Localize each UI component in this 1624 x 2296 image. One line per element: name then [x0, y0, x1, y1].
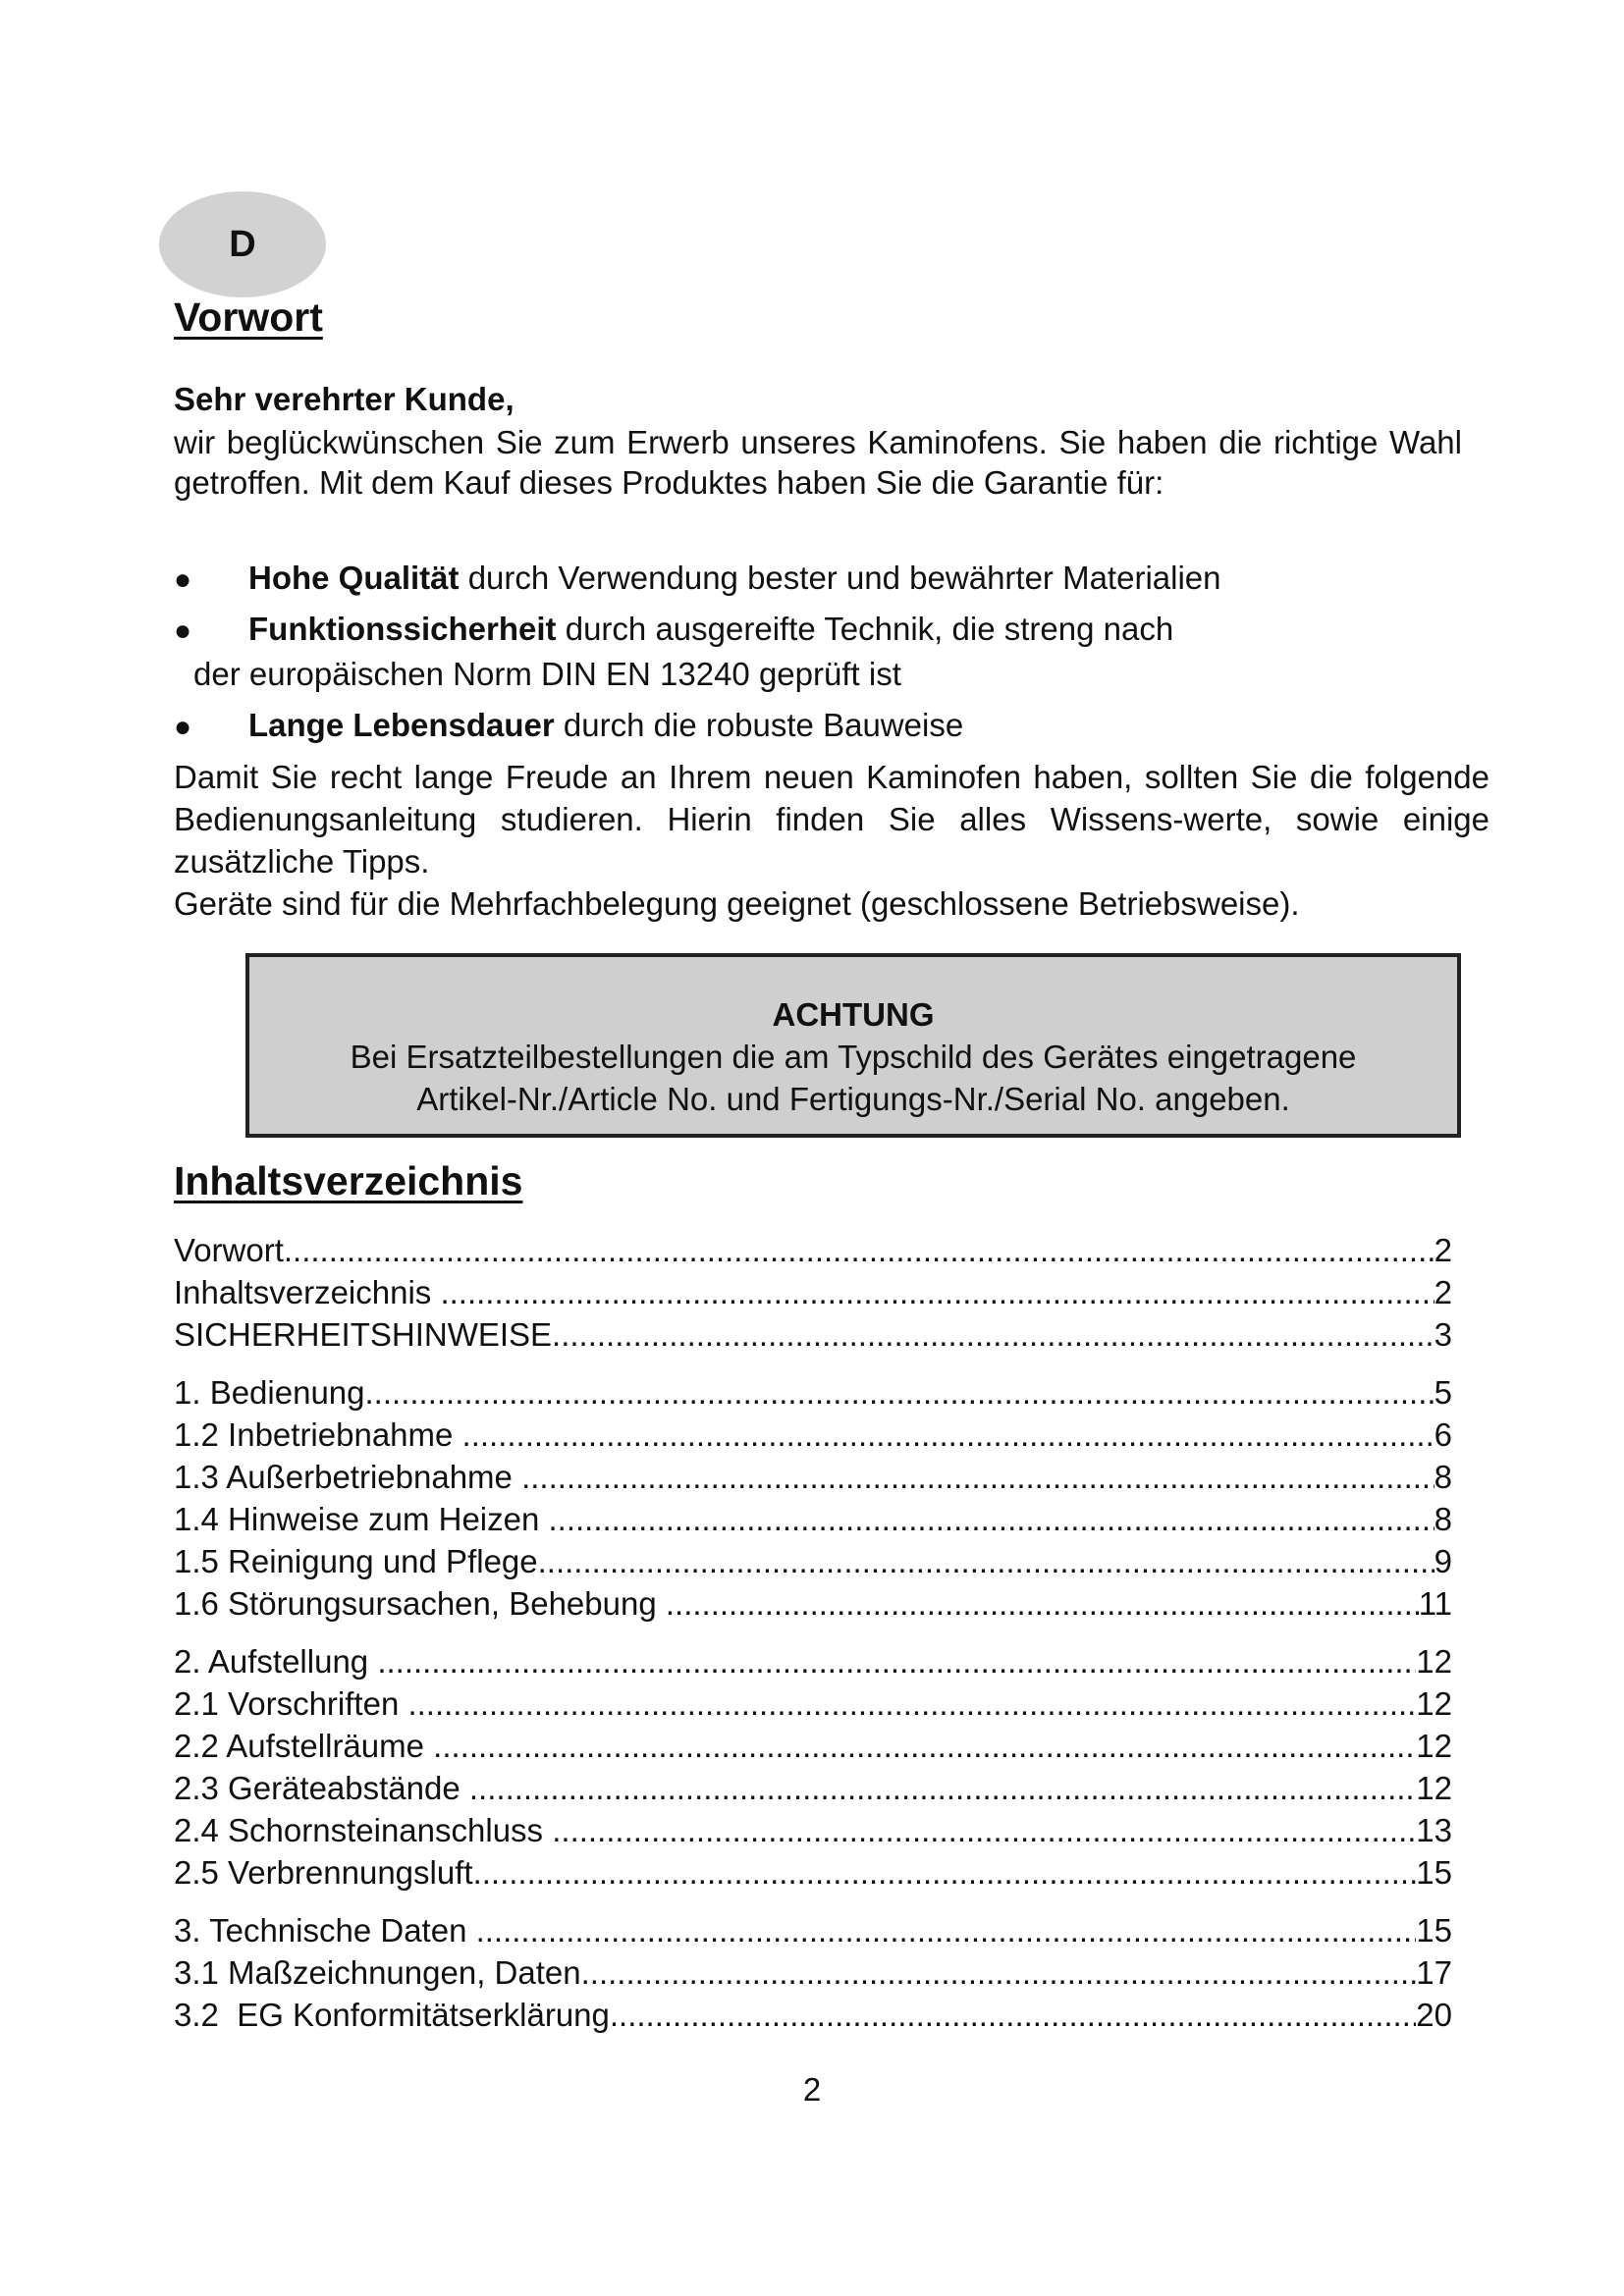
toc-page: 11 — [1418, 1585, 1452, 1622]
toc-label: Inhaltsverzeichnis — [174, 1274, 441, 1310]
toc-entry — [174, 1313, 1452, 1356]
toc-leader — [538, 1540, 1435, 1582]
toc-label: Vorwort — [174, 1232, 284, 1268]
toc-page: 12 — [1416, 1770, 1452, 1806]
bullet-bold: Hohe Qualität — [248, 560, 460, 596]
bullet-text: durch ausgereifte Technik, die streng nach — [556, 611, 1174, 647]
language-badge — [159, 191, 326, 297]
bullet-bold: Funktionssicherheit — [248, 611, 557, 647]
toc-label: 2.2 Aufstellräume — [174, 1728, 434, 1764]
toc-entry — [174, 1371, 1452, 1414]
toc-label: 1.3 Außerbetriebnahme — [174, 1459, 522, 1495]
toc-entry — [174, 1540, 1452, 1582]
toc-leader — [377, 1640, 1416, 1682]
toc-leader — [469, 1767, 1416, 1809]
toc-leader — [473, 1851, 1417, 1894]
toc-entry — [174, 1767, 1452, 1809]
toc-entry — [174, 1456, 1452, 1498]
toc-leader — [365, 1371, 1435, 1414]
closing-paragraph: Damit Sie recht lange Freude an Ihrem neuen Kaminofen haben, sollten Sie die folgende Bedienungsanleitung studieren. Hierin finden Sie alles Wissens-werte, sowie einige zusätzliche Tipps. — [174, 759, 1489, 880]
toc-leader — [462, 1414, 1435, 1456]
toc-label: 2. Aufstellung — [174, 1643, 378, 1680]
bullet-icon: ● — [174, 614, 192, 647]
toc-label: 1.4 Hinweise zum Heizen — [174, 1501, 549, 1537]
toc-leader — [407, 1682, 1416, 1725]
toc-leader — [476, 1909, 1417, 1951]
foreword-heading: Vorwort — [174, 294, 323, 340]
bullet-bold: Lange Lebensdauer — [248, 707, 555, 743]
toc-page: 12 — [1416, 1643, 1452, 1680]
toc-leader — [433, 1725, 1416, 1767]
intro-paragraph: wir beglückwünschen Sie zum Erwerb unseres Kaminofens. Sie haben die richtige Wahl getroffen. Mit dem Kauf dieses Produktes haben Sie die Garantie für: — [174, 424, 1462, 501]
bullet-item — [174, 705, 963, 747]
toc-entry — [174, 1851, 1452, 1894]
bullet-icon: ● — [174, 563, 192, 596]
multi-use-note: Geräte sind für die Mehrfachbelegung geeignet (geschlossene Betriebsweise). — [174, 885, 1300, 922]
toc-entry — [174, 1725, 1452, 1767]
toc-label: 1.5 Reinigung und Pflege — [174, 1543, 538, 1579]
warning-box — [245, 953, 1461, 1138]
toc-label: 2.4 Schornsteinanschluss — [174, 1812, 553, 1848]
toc-page: 13 — [1416, 1812, 1452, 1848]
toc-entry — [174, 1271, 1452, 1313]
toc-page: 17 — [1416, 1954, 1452, 1991]
toc-entry — [174, 1498, 1452, 1540]
toc-page: 8 — [1434, 1501, 1452, 1537]
bullet-continuation: der europäischen Norm DIN EN 13240 geprüft ist — [193, 656, 901, 692]
greeting: Sehr verehrter Kunde, — [174, 381, 514, 417]
toc-leader — [552, 1313, 1435, 1356]
toc-entry — [174, 1640, 1452, 1682]
toc-entry — [174, 1994, 1452, 2036]
toc-page: 9 — [1434, 1543, 1452, 1579]
toc-page: 6 — [1434, 1416, 1452, 1453]
toc-leader — [666, 1582, 1419, 1625]
toc-label: 3. Technische Daten — [174, 1912, 476, 1949]
toc-page: 5 — [1434, 1374, 1452, 1411]
table-of-contents — [174, 1229, 1452, 2036]
toc-page: 3 — [1434, 1316, 1452, 1353]
toc-entry — [174, 1682, 1452, 1725]
toc-leader — [610, 1994, 1416, 2036]
toc-entry — [174, 1414, 1452, 1456]
toc-leader — [284, 1229, 1435, 1271]
bullet-text: durch die robuste Bauweise — [554, 707, 964, 743]
toc-leader — [581, 1951, 1417, 1994]
toc-label: 1. Bedienung — [174, 1374, 365, 1411]
toc-page: 2 — [1434, 1232, 1452, 1268]
toc-page: 12 — [1416, 1728, 1452, 1764]
toc-page: 8 — [1434, 1459, 1452, 1495]
toc-entry — [174, 1809, 1452, 1851]
toc-leader — [549, 1498, 1435, 1540]
toc-entry — [174, 1951, 1452, 1994]
toc-label: 2.1 Vorschriften — [174, 1685, 408, 1722]
toc-page: 2 — [1434, 1274, 1452, 1310]
toc-page: 12 — [1416, 1685, 1452, 1722]
toc-page: 15 — [1416, 1854, 1452, 1891]
toc-page: 20 — [1416, 1997, 1452, 2033]
warning-title: ACHTUNG — [772, 996, 935, 1033]
toc-label: 3.1 Maßzeichnungen, Daten — [174, 1954, 581, 1991]
toc-heading: Inhaltsverzeichnis — [174, 1158, 523, 1203]
bullet-icon: ● — [174, 711, 192, 743]
page-number: 2 — [802, 2071, 822, 2108]
toc-entry — [174, 1582, 1452, 1625]
toc-entry — [174, 1229, 1452, 1271]
bullet-item — [174, 609, 1173, 651]
toc-leader — [521, 1456, 1435, 1498]
toc-page: 15 — [1416, 1912, 1452, 1949]
toc-leader — [440, 1271, 1434, 1313]
bullet-item — [174, 558, 1221, 600]
toc-label: SICHERHEITSHINWEISE — [174, 1316, 553, 1353]
toc-label: 1.2 Inbetriebnahme — [174, 1416, 462, 1453]
warning-line: Bei Ersatzteilbestellungen die am Typschild des Gerätes eingetragene — [350, 1039, 1357, 1075]
language-badge-label: D — [229, 223, 256, 265]
toc-label: 3.2 EG Konformitätserklärung — [174, 1997, 610, 2033]
toc-label: 1.6 Störungsursachen, Behebung — [174, 1585, 666, 1622]
bullet-text: durch Verwendung bester und bewährter Materialien — [459, 560, 1221, 596]
toc-label: 2.3 Geräteabstände — [174, 1770, 469, 1806]
toc-entry — [174, 1909, 1452, 1951]
toc-label: 2.5 Verbrennungsluft — [174, 1854, 473, 1891]
warning-line: Artikel-Nr./Article No. und Fertigungs-Nr./Serial No. angeben. — [416, 1081, 1290, 1117]
toc-leader — [552, 1809, 1416, 1851]
